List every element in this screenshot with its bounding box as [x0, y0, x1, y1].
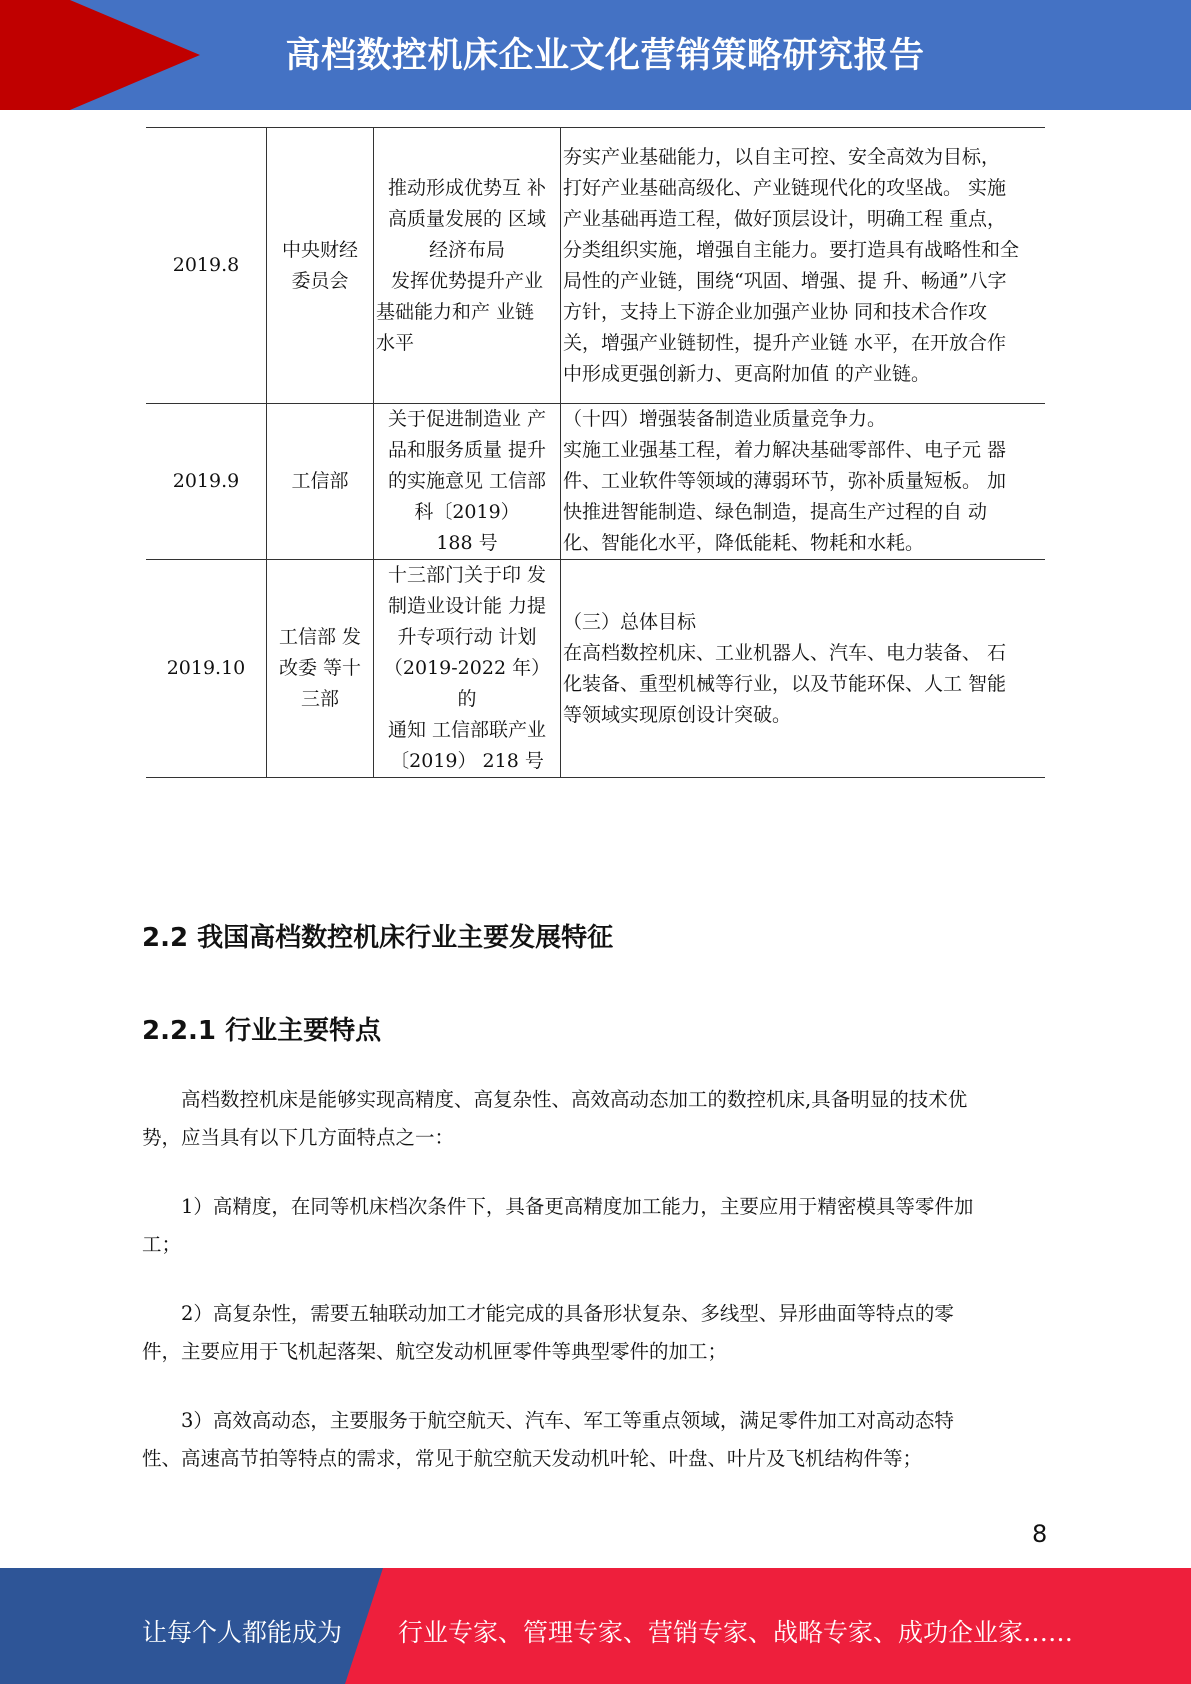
content-line: 局性的产业链，围绕“巩固、增强、提 升、畅通”八字 [563, 269, 1007, 292]
content-line: 产业基础再造工程，做好顶层设计，明确工程 重点， [563, 207, 1007, 230]
table-row [146, 404, 1045, 560]
header-chevron [70, 0, 200, 110]
footer-slogan-right: 行业专家、管理专家、营销专家、战略专家、成功企业家…… [398, 1618, 1074, 1647]
paragraph-point-3 [142, 1402, 1038, 1478]
page-header [0, 0, 1191, 110]
paragraph-line: 1）高精度，在同等机床档次条件下，具备更高精度加工能力，主要应用于精密模具等零件加 [142, 1195, 974, 1218]
document-line: （2019-2022 年）的 [383, 657, 551, 710]
header-red-block [0, 0, 70, 110]
cell-issuer [267, 560, 374, 778]
cell-issuer [267, 404, 374, 560]
content-line: 方针，支持上下游企业加强产业协 同和技术合作攻 [563, 300, 988, 323]
paragraph-line: 性、高速高节拍等特点的需求，常见于航空航天发动机叶轮、叶盘、叶片及飞机结构件等； [142, 1447, 923, 1470]
document-line: 发挥优势提升产业 [390, 269, 543, 292]
content-line: 中形成更强创新力、更高附加值 的产业链。 [563, 362, 931, 385]
content-line: 化、智能化水平，降低能耗、物耗和水耗。 [563, 532, 925, 554]
issuer-line: 工信部 [291, 470, 349, 492]
paragraph-line: 件，主要应用于飞机起落架、航空发动机匣零件等典型零件的加工； [142, 1340, 728, 1363]
section-heading: 2.2 我国高档数控机床行业主要发展特征 [142, 923, 614, 953]
cell-date: 2019.10 [146, 560, 267, 778]
document-line: 关于促进制造业 产 [387, 408, 547, 430]
content-line: 等领域实现原创设计突破。 [563, 703, 792, 726]
document-line: 水平 [376, 331, 415, 354]
page-number: 8 [1032, 1520, 1048, 1548]
content-line: 分类组织实施，增强自主能力。要打造具有战略性和全 [563, 238, 1020, 261]
document-line: 基础能力和产 业链 [376, 300, 535, 323]
issuer-line: 委员会 [291, 269, 349, 292]
page-footer [0, 1568, 1191, 1684]
cell-document [374, 560, 561, 778]
document-line: 经济布局 [428, 238, 505, 261]
cell-document [374, 404, 561, 560]
document-line: 科〔2019） [414, 501, 520, 523]
issuer-line: 三部 [300, 688, 339, 710]
paragraph-line: 2）高复杂性，需要五轴联动加工才能完成的具备形状复杂、多线型、异形曲面等特点的零 [142, 1302, 954, 1325]
paragraph-line: 势，应当具有以下几方面特点之一： [142, 1126, 455, 1149]
paragraph-intro [142, 1081, 1038, 1157]
issuer-line: 中央财经 [281, 238, 358, 261]
cell-document [374, 128, 561, 404]
content-line: 关，增强产业链韧性，提升产业链 水平，在开放合作 [563, 331, 1007, 354]
document-line: 高质量发展的 区域 [387, 207, 547, 230]
content-line: 快推进智能制造、绿色制造，提高生产过程的自 动 [563, 501, 988, 523]
cell-content [561, 560, 1046, 778]
paragraph-line: 高档数控机床是能够实现高精度、高复杂性、高效高动态加工的数控机床,具备明显的技术优 [142, 1088, 968, 1111]
document-line: 推动形成优势互 补 [387, 176, 547, 199]
paragraph-line: 工； [142, 1233, 182, 1256]
document-line: 的实施意见 工信部 [387, 470, 547, 492]
document-line: 制造业设计能 力提 [387, 595, 547, 617]
table-row [146, 560, 1045, 778]
paragraph-point-1 [142, 1188, 1038, 1264]
paragraph-point-2 [142, 1295, 1038, 1371]
issuer-line: 工信部 发 [278, 626, 362, 648]
document-line: 十三部门关于印 发 [387, 564, 547, 586]
table-row [146, 128, 1045, 404]
content-line: 实施工业强基工程，着力解决基础零部件、电子元 器 [563, 439, 1007, 461]
document-line: 188 号 [436, 532, 498, 554]
footer-slogan-left: 让每个人都能成为 [142, 1618, 343, 1647]
content-line: （十四）增强装备制造业质量竞争力。 [563, 408, 887, 430]
document-line: 升专项行动 计划 [397, 626, 537, 648]
cell-content [561, 404, 1046, 560]
cell-issuer [267, 128, 374, 404]
content-line: 化装备、重型机械等行业，以及节能环保、人工 智能 [563, 672, 1007, 695]
content-line: 打好产业基础高级化、产业链现代化的攻坚战。 实施 [563, 176, 1007, 199]
paragraph-line: 3）高效高动态，主要服务于航空航天、汽车、军工等重点领域，满足零件加工对高动态特 [142, 1409, 954, 1432]
document-line: 〔2019） 218 号 [390, 750, 544, 772]
cell-content [561, 128, 1046, 404]
content-line: 在高档数控机床、工业机器人、汽车、电力装备、 石 [563, 641, 1007, 664]
document-line: 通知 工信部联产业 [387, 719, 547, 741]
policy-table [146, 127, 1045, 778]
cell-date: 2019.9 [146, 404, 267, 560]
content-line: 件、工业软件等领域的薄弱环节，弥补质量短板。 加 [563, 470, 1007, 492]
content-line: （三）总体目标 [563, 610, 697, 633]
issuer-line: 改委 等十 [278, 657, 362, 679]
cell-date: 2019.8 [146, 128, 267, 404]
subsection-heading: 2.2.1 行业主要特点 [142, 1016, 382, 1046]
content-line: 夯实产业基础能力，以自主可控、安全高效为目标， [563, 145, 1001, 168]
document-line: 品和服务质量 提升 [387, 439, 547, 461]
report-title: 高档数控机床企业文化营销策略研究报告 [285, 36, 925, 76]
